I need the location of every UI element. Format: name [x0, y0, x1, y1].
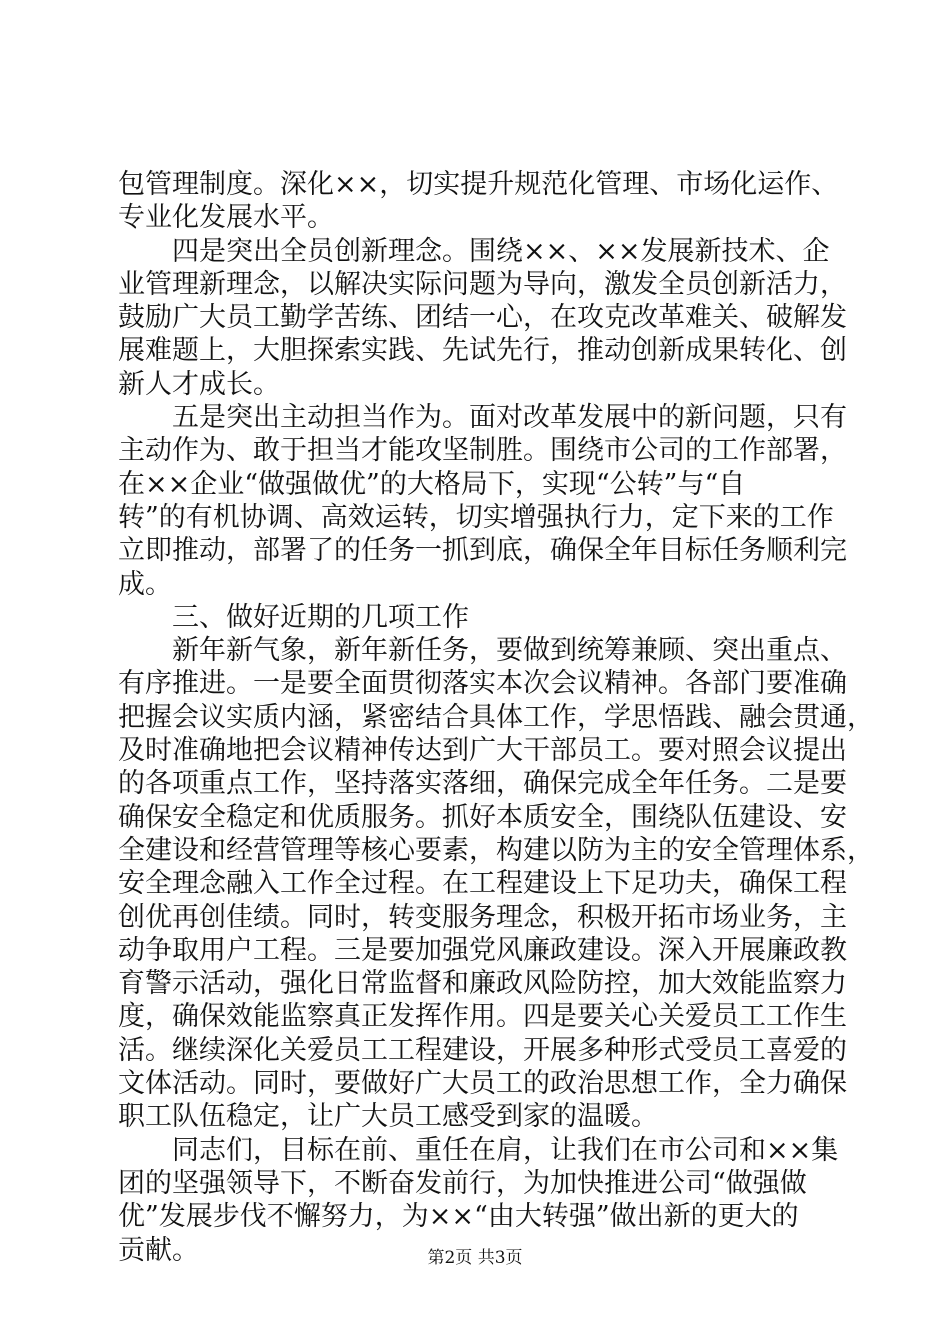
text-line: 专业化发展水平。: [118, 202, 334, 234]
text-line: 安全理念融入工作全过程。在工程建设上下足功夫，确保工程: [118, 868, 847, 900]
text-line: 确保安全稳定和优质服务。抓好本质安全，围绕队伍建设、安: [118, 801, 847, 833]
page-footer: 第2页 共3页: [427, 1248, 523, 1268]
text-line: 全建设和经营管理等核心要素，构建以防为主的安全管理体系，: [118, 834, 874, 866]
text-line: 优”发展步伐不懈努力，为××“由大转强”做出新的更大的: [118, 1201, 799, 1233]
text-line: 度，确保效能监察真正发挥作用。四是要关心关爱员工工作生: [118, 1001, 847, 1033]
text-line: 职工队伍稳定，让广大员工感受到家的温暖。: [118, 1101, 658, 1133]
text-line: 包管理制度。深化××，切实提升规范化管理、市场化运作、: [118, 169, 839, 200]
text-line: 新年新气象，新年新任务，要做到统筹兼顾、突出重点、: [172, 635, 847, 667]
text-line: 育警示活动，强化日常监督和廉政风险防控，加大效能监察力: [118, 968, 847, 1000]
text-line: 文体活动。同时，要做好广大员工的政治思想工作，全力确保: [118, 1068, 847, 1100]
text-line: 团的坚强领导下，不断奋发前行，为加快推进公司“做强做: [118, 1167, 807, 1199]
text-line: 新人才成长。: [118, 368, 280, 400]
text-line: 活。继续深化关爱员工工程建设，开展多种形式受员工喜爱的: [118, 1034, 847, 1066]
text-line: 主动作为、敢于担当才能攻坚制胜。围绕市公司的工作部署，: [118, 435, 847, 467]
text-line: 立即推动，部署了的任务一抓到底，确保全年目标任务顺利完: [118, 535, 847, 567]
text-line: 业管理新理念，以解决实际问题为导向，激发全员创新活力，: [118, 268, 847, 300]
text-line: 五是突出主动担当作为。面对改革发展中的新问题，只有: [172, 402, 847, 434]
text-line: 及时准确地把会议精神传达到广大干部员工。要对照会议提出: [118, 735, 847, 767]
text-line: 贡献。: [118, 1234, 199, 1266]
text-line: 同志们，目标在前、重任在肩，让我们在市公司和××集: [172, 1134, 839, 1166]
text-line: 成。: [118, 568, 172, 600]
text-line: 的各项重点工作，坚持落实落细，确保完成全年任务。二是要: [118, 768, 847, 800]
text-line: 转”的有机协调、高效运转，切实增强执行力，定下来的工作: [118, 501, 834, 533]
text-line: 三、做好近期的几项工作: [172, 601, 469, 633]
text-line: 创优再创佳绩。同时，转变服务理念，积极开拓市场业务，主: [118, 901, 847, 933]
document-body: [118, 168, 874, 1267]
text-line: 动争取用户工程。三是要加强党风廉政建设。深入开展廉政教: [118, 934, 847, 966]
text-line: 鼓励广大员工勤学苦练、团结一心，在攻克改革难关、破解发: [118, 302, 847, 334]
text-line: 在××企业“做强做优”的大格局下，实现“公转”与“自: [118, 468, 746, 500]
text-line: 展难题上，大胆探索实践、先试先行，推动创新成果转化、创: [118, 335, 847, 367]
text-line: 四是突出全员创新理念。围绕××、××发展新技术、企: [172, 235, 830, 267]
text-line: 有序推进。一是要全面贯彻落实本次会议精神。各部门要准确: [118, 668, 847, 700]
text-line: 把握会议实质内涵，紧密结合具体工作，学思悟践、融会贯通，: [118, 701, 874, 733]
